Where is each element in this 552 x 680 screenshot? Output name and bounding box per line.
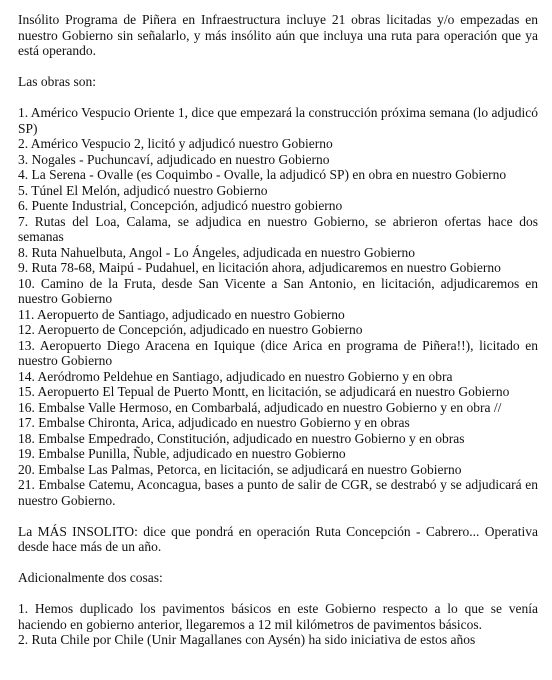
spacer (18, 90, 538, 106)
list-item: 21. Embalse Catemu, Aconcagua, bases a punto de salir de CGR, se destrabó y se adjudicará en nuestro Gobierno. (18, 477, 538, 508)
list-item: 2. Américo Vespucio 2, licitó y adjudicó nuestro Gobierno (18, 136, 333, 151)
list-item: 14. Aeródromo Peldehue en Santiago, adjudicado en nuestro Gobierno y en obra (18, 368, 453, 384)
most-insolito-paragraph: La MÁS INSOLITO: dice que pondrá en operación Ruta Concepción - Cabrero... Operativa desde hace más de un año. (18, 523, 538, 554)
list-item: 19. Embalse Punilla, Ñuble, adjudicado en nuestro Gobierno (18, 446, 346, 461)
list-item: 8. Ruta Nahuelbuta, Angol - Lo Ángeles, adjudicada en nuestro Gobierno (18, 244, 416, 260)
list-item: 6. Puente Industrial, Concepción, adjudicó nuestro gobierno (18, 198, 343, 213)
list-item: 2. Ruta Chile por Chile (Unir Magallanes con Aysén) ha sido iniciativa de estos años (18, 632, 476, 647)
spacer (18, 508, 538, 524)
list-item: 13. Aeropuerto Diego Aracena en Iquique (dice Arica en programa de Piñera!!), licitado en nuestro Gobierno (18, 337, 538, 368)
list-item: 9. Ruta 78-68, Maipú - Pudahuel, en licitación ahora, adjudicaremos en nuestro Gobierno (18, 260, 501, 275)
list-item: 11. Aeropuerto de Santiago, adjudicado en nuestro Gobierno (18, 306, 345, 322)
list-item: 17. Embalse Chironta, Arica, adjudicado en nuestro Gobierno y en obras (18, 415, 410, 430)
list-item: 12. Aeropuerto de Concepción, adjudicado en nuestro Gobierno (18, 322, 363, 337)
list-item: 4. La Serena - Ovalle (es Coquimbo - Ovalle, la adjudicó SP) en obra en nuestro Gobierno (18, 167, 507, 182)
spacer (18, 555, 538, 571)
list-item: 20. Embalse Las Palmas, Petorca, en licitación, se adjudicará en nuestro Gobierno (18, 461, 462, 477)
spacer (18, 586, 538, 602)
list-item: 7. Rutas del Loa, Calama, se adjudica en nuestro Gobierno, se abrieron ofertas hace dos semanas (18, 213, 538, 244)
works-list (18, 105, 538, 508)
list-item: 15. Aeropuerto El Tepual de Puerto Montt, en licitación, se adjudicará en nuestro Gobierno (18, 384, 510, 399)
spacer (18, 59, 538, 75)
list-item: 3. Nogales - Puchuncaví, adjudicado en nuestro Gobierno (18, 151, 330, 167)
additional-heading: Adicionalmente dos cosas: (18, 570, 163, 585)
intro-paragraph: Insólito Programa de Piñera en Infraestructura incluye 21 obras licitadas y/o empezadas en nuestro Gobierno sin señalarlo, y más insólito aún que incluya una ruta para operación que ya está operando. (18, 12, 538, 58)
list-item: 18. Embalse Empedrado, Constitución, adjudicado en nuestro Gobierno y en obras (18, 430, 465, 446)
additional-list (18, 601, 538, 648)
works-heading: Las obras son: (18, 74, 96, 89)
list-item: 5. Túnel El Melón, adjudicó nuestro Gobierno (18, 182, 268, 198)
list-item: 10. Camino de la Fruta, desde San Vicente a San Antonio, en licitación, adjudicaremos en nuestro Gobierno (18, 275, 538, 306)
list-item: 16. Embalse Valle Hermoso, en Combarbalá, adjudicado en nuestro Gobierno y en obra // (18, 399, 502, 415)
list-item: 1. Américo Vespucio Oriente 1, dice que empezará la construcción próxima semana (lo adjudicó SP) (18, 105, 538, 136)
list-item: 1. Hemos duplicado los pavimentos básicos en este Gobierno respecto a lo que se venía haciendo en gobierno anterior, llegaremos a 12 mil kilómetros de pavimentos básicos. (18, 601, 538, 632)
